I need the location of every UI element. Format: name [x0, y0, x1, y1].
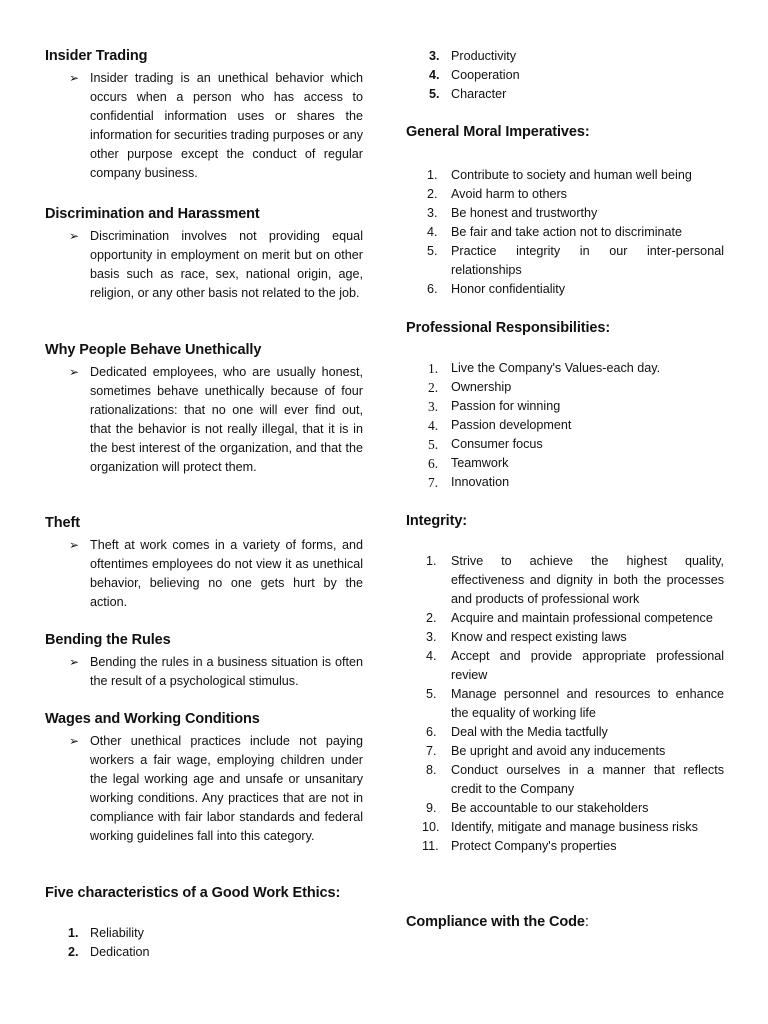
list-item [406, 435, 724, 454]
list-item [45, 924, 363, 943]
bullet-insider-trading [45, 69, 363, 183]
list-text: Be upright and avoid any inducements [451, 744, 666, 758]
list-item [406, 685, 724, 723]
list-item [406, 280, 724, 299]
list-item [406, 799, 724, 818]
list-item [406, 166, 724, 185]
list-number: 2. [427, 187, 438, 201]
list-number: 9. [426, 801, 437, 815]
list-item [406, 609, 724, 628]
list-text: Strive to achieve the highest quality, effectiveness and dignity in both the processes and products of professional work [451, 554, 724, 606]
list-item [406, 723, 724, 742]
arrow-bullet-icon: ➢ [69, 71, 80, 85]
wages-text: Other unethical practices include not paying workers a fair wage, employing children under the legal working age and unsafe or unsanitary working conditions. Any practices that are not in compliance with fair labor standards and federal working guidelines fall into this category. [90, 734, 363, 843]
list-number: 4. [429, 68, 440, 82]
list-item [406, 761, 724, 799]
list-text: Avoid harm to others [451, 187, 567, 201]
heading-bending-rules: Bending the Rules [45, 632, 171, 648]
list-number: 5. [428, 437, 439, 452]
list-number: 11. [422, 839, 439, 853]
list-item [406, 204, 724, 223]
arrow-bullet-icon: ➢ [69, 655, 80, 669]
list-text: Cooperation [451, 68, 520, 82]
heading-why-unethical: Why People Behave Unethically [45, 342, 262, 358]
list-item [406, 85, 724, 104]
arrow-bullet-icon: ➢ [69, 365, 80, 379]
list-number: 4. [427, 225, 438, 239]
heading-discrimination: Discrimination and Harassment [45, 206, 260, 222]
bullet-wages [45, 732, 363, 846]
list-item [406, 818, 724, 837]
list-number: 2. [428, 380, 439, 395]
list-text: Live the Company's Values-each day. [451, 361, 661, 375]
list-item [406, 378, 724, 397]
list-text: Be accountable to our stakeholders [451, 801, 649, 815]
list-item [406, 473, 724, 492]
list-number: 6. [427, 282, 438, 296]
list-item [406, 66, 724, 85]
list-number: 3. [427, 206, 438, 220]
list-number: 5. [427, 244, 438, 258]
five-characteristics-list-continued [406, 47, 724, 104]
list-text: Passion for winning [451, 399, 561, 413]
list-text: Character [451, 87, 507, 101]
list-number: 10. [422, 820, 440, 834]
insider-trading-text: Insider trading is an unethical behavior which occurs when a person who has access to confidential information uses or shares the information for securities trading purposes or any other purpose except the conduct of regular company business. [90, 71, 363, 180]
list-item [406, 647, 724, 685]
list-number: 1. [68, 926, 79, 940]
heading-compliance [406, 914, 589, 930]
list-item [45, 943, 363, 962]
list-text: Acquire and maintain professional competence [451, 611, 713, 625]
list-number: 3. [429, 49, 440, 63]
arrow-bullet-icon: ➢ [69, 734, 80, 748]
theft-text: Theft at work comes in a variety of forms, and oftentimes employees do not view it as unethical behavior, believing no one gets hurt by the action. [90, 538, 363, 609]
list-text: Know and respect existing laws [451, 630, 627, 644]
list-item [406, 223, 724, 242]
list-text: Ownership [451, 380, 512, 394]
list-item [406, 242, 724, 280]
list-number: 5. [429, 87, 440, 101]
heading-theft: Theft [45, 515, 80, 531]
list-item [406, 837, 724, 856]
list-text: Teamwork [451, 456, 509, 470]
list-number: 1. [428, 361, 439, 376]
list-text: Consumer focus [451, 437, 543, 451]
list-text: Practice integrity in our inter-personal relationships [451, 244, 724, 277]
list-number: 6. [426, 725, 437, 739]
list-text: Innovation [451, 475, 510, 489]
heading-professional-responsibilities: Professional Responsibilities: [406, 320, 611, 336]
bullet-discrimination [45, 227, 363, 303]
list-number: 3. [428, 399, 439, 414]
list-text: Passion development [451, 418, 572, 432]
list-text: Reliability [90, 926, 144, 940]
list-text: Honor confidentiality [451, 282, 566, 296]
list-number: 3. [426, 630, 437, 644]
list-text: Productivity [451, 49, 517, 63]
list-text: Be fair and take action not to discriminate [451, 225, 683, 239]
bullet-bending-rules [45, 653, 363, 691]
list-item [406, 552, 724, 609]
list-text: Contribute to society and human well being [451, 168, 692, 182]
list-number: 1. [426, 554, 437, 568]
list-number: 8. [426, 763, 437, 777]
list-number: 7. [426, 744, 437, 758]
list-number: 1. [427, 168, 438, 182]
list-number: 4. [428, 418, 439, 433]
list-text: Be honest and trustworthy [451, 206, 598, 220]
heading-insider-trading: Insider Trading [45, 48, 148, 64]
five-characteristics-list [45, 924, 363, 962]
arrow-bullet-icon: ➢ [69, 229, 80, 243]
list-number: 4. [426, 649, 437, 663]
bullet-theft [45, 536, 363, 612]
heading-wages: Wages and Working Conditions [45, 711, 260, 727]
why-unethical-text: Dedicated employees, who are usually honest, sometimes behave unethically because of four rationalizations: that no one will ever find out, that the behavior is not really illegal, that it is in the best interest of the organization, and that the organization will protect them. [90, 365, 363, 474]
integrity-list [406, 552, 724, 856]
moral-imperatives-list [406, 166, 724, 299]
heading-moral-imperatives: General Moral Imperatives: [406, 124, 590, 140]
professional-responsibilities-list [406, 359, 724, 492]
bullet-why-unethical [45, 363, 363, 477]
heading-integrity: Integrity: [406, 513, 468, 529]
list-item [406, 742, 724, 761]
list-item [406, 47, 724, 66]
list-item [406, 454, 724, 473]
list-number: 2. [426, 611, 437, 625]
list-item [406, 359, 724, 378]
list-text: Manage personnel and resources to enhance the equality of working life [451, 687, 724, 720]
list-text: Conduct ourselves in a manner that reflects credit to the Company [451, 763, 724, 796]
heading-five-characteristics: Five characteristics of a Good Work Ethics: [45, 885, 341, 901]
list-number: 7. [428, 475, 439, 490]
list-item [406, 185, 724, 204]
bending-rules-text: Bending the rules in a business situation is often the result of a psychological stimulus. [90, 655, 363, 688]
list-number: 5. [426, 687, 437, 701]
compliance-colon: : [584, 914, 589, 930]
list-text: Deal with the Media tactfully [451, 725, 608, 739]
list-item [406, 397, 724, 416]
list-text: Accept and provide appropriate professional review [451, 649, 724, 682]
discrimination-text: Discrimination involves not providing equal opportunity in employment on merit but on other basis such as race, sex, national origin, age, religion, or any other basis not related to the job. [90, 229, 363, 300]
list-text: Identify, mitigate and manage business risks [451, 820, 698, 834]
list-text: Dedication [90, 945, 150, 959]
compliance-heading-text: Compliance with the Code [406, 914, 585, 930]
arrow-bullet-icon: ➢ [69, 538, 80, 552]
list-item [406, 416, 724, 435]
list-number: 2. [68, 945, 79, 959]
list-number: 6. [428, 456, 439, 471]
list-item [406, 628, 724, 647]
list-text: Protect Company's properties [451, 839, 617, 853]
